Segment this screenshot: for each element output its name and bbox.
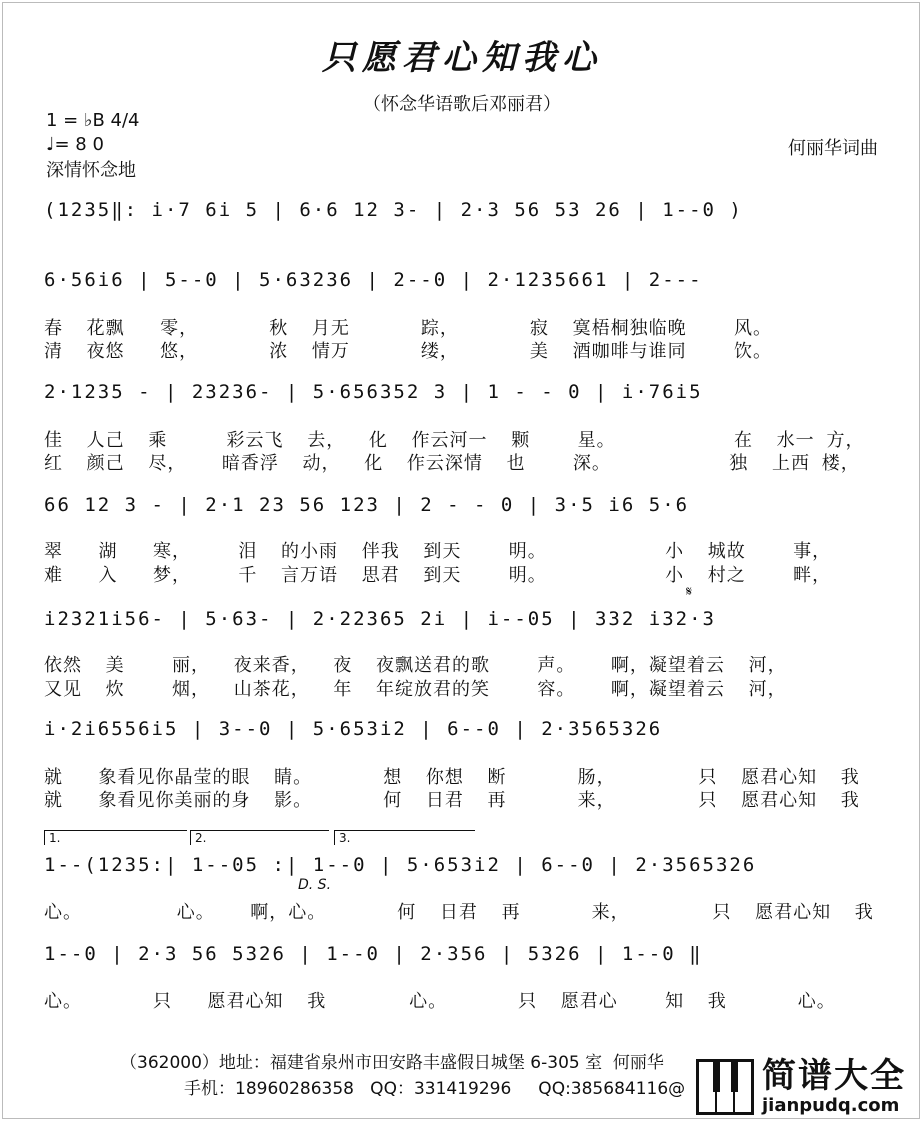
lyric-line-verse1: 就 象看见你晶莹的眼 睛。 想 你想 断 肠， 只 愿君心知 我 [44,767,860,788]
music-line: 1--0 | 2·3 56 5326 | 1--0 | 2·356 | 5326 | 1--0 ‖ [44,943,703,965]
segno-sign: 𝄋 [686,584,693,600]
lyric-line-verse2: 难 入 梦， 千 言万语 思君 到天 明。 小 村之 畔， [44,565,832,586]
logo-name: 简谱大全 [762,1056,906,1096]
song-title: 只愿君心知我心 [322,38,602,78]
piano-keys-icon [696,1059,754,1115]
lyric-line-verse2: 就 象看见你美丽的身 影。 何 日君 再 来， 只 愿君心知 我 [44,790,860,811]
lyric-line-verse1: 佳 人己 乘 彩云飞 去， 化 作云河一 颗 星。 在 水一 方， [44,430,865,451]
lyric-line: 心。 心。 啊，心。 何 日君 再 来， 只 愿君心知 我 [44,902,874,923]
lyric-line-verse1: 春 花飘 零， 秋 月无 踪， 寂 寞梧桐独临晚 风。 [44,318,772,339]
site-logo[interactable] [696,1055,920,1119]
lyric-line-verse2: 红 颜己 尽， 暗香浮 动， 化 作云深情 也 深。 独 上西 楼， [44,453,860,474]
music-line: (1235‖: i·7 6i 5 | 6·6 12 3- | 2·3 56 53 26 | 1--0 ) [44,199,743,221]
logo-url: jianpudq.com [762,1095,900,1116]
music-line: 2·1235 - | 23236- | 5·656352 3 | 1 - - 0 | i·76i5 [44,381,703,403]
music-line: i·2i6556i5 | 3--0 | 5·653i2 | 6--0 | 2·3565326 [44,718,663,740]
lyric-line: 心。 只 愿君心知 我 心。 只 愿君心 知 我 心。 [44,991,836,1012]
volta-ending-3: 3. [334,830,475,845]
lyric-line-verse2: 清 夜悠 悠， 浓 情万 缕， 美 酒咖啡与谁同 饮。 [44,341,772,362]
tempo-marking: ♩= 8 0 [46,134,104,155]
key-signature: 1 = ♭B 4/4 [46,110,140,131]
volta-ending-2: 2. [190,830,329,845]
composer-credit: 何丽华词曲 [788,138,878,159]
music-line: 6·56i6 | 5--0 | 5·63236 | 2--0 | 2·1235661 | 2--- [44,269,703,291]
song-subtitle: （怀念华语歌后邓丽君） [363,94,561,115]
music-line: 66 12 3 - | 2·1 23 56 123 | 2 - - 0 | 3·5 i6 5·6 [44,494,690,516]
lyric-line-verse1: 依然 美 丽， 夜来香， 夜 夜飘送君的歌 声。 啊，凝望着云 河， [44,655,787,676]
footer-contact: 手机：18960286358 QQ：331419296 QQ:385684116@ [184,1079,686,1099]
music-line: 1--(1235:| 1--05 :| 1--0 | 5·653i2 | 6--0 | 2·3565326 [44,854,757,876]
lyric-line-verse2: 又见 炊 烟， 山茶花， 年 年绽放君的笑 容。 啊，凝望着云 河， [44,679,787,700]
dal-segno-mark: D. S. [298,877,332,893]
volta-ending-1: 1. [44,830,187,845]
footer-address: （362000）地址：福建省泉州市田安路丰盛假日城堡 6-305 室 何丽华 [120,1053,664,1073]
lyric-line-verse1: 翠 湖 寒， 泪 的小雨 伴我 到天 明。 小 城故 事， [44,541,832,562]
expression-marking: 深情怀念地 [46,160,136,181]
music-line: i2321i56- | 5·63- | 2·22365 2i | i--05 | 332 i32·3 [44,608,716,630]
